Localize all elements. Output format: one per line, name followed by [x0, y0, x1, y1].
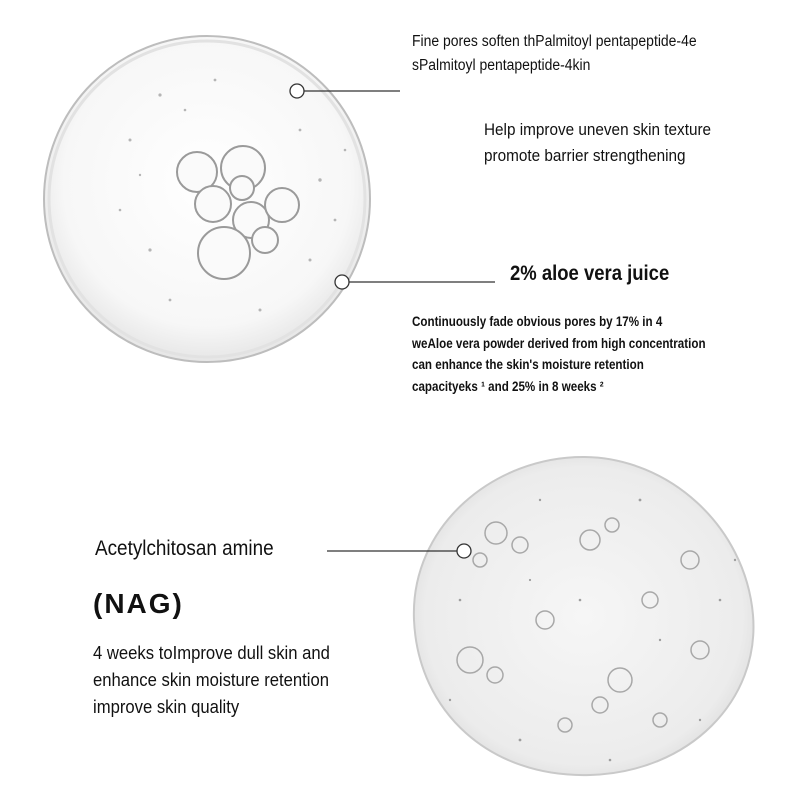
- aloe-callout-text: [412, 311, 706, 397]
- serum-drop-bottom: [414, 457, 754, 775]
- benefit-callout-line: promote barrier strengthening: [484, 146, 686, 165]
- nag-callout-text: [93, 639, 330, 720]
- aloe-callout-line: weAloe vera powder derived from high concentration: [412, 335, 706, 351]
- aloe-callout-line: Continuously fade obvious pores by 17% in 4: [412, 314, 663, 329]
- serum-drop-top: [44, 36, 370, 362]
- top-callout-text: [412, 30, 697, 78]
- nag-callout-line: 4 weeks toImprove dull skin and: [93, 642, 330, 663]
- benefit-callout-line: Help improve uneven skin texture: [484, 120, 712, 139]
- nag-callout-title: Acetylchitosan amine: [95, 537, 274, 560]
- nag-callout-line: improve skin quality: [93, 696, 240, 717]
- nag-callout-abbrev: (NAG): [93, 588, 184, 619]
- top-callout-line: Fine pores soften thPalmitoyl pentapeptide-4e: [412, 33, 697, 50]
- aloe-callout-line: capacityeks ¹ and 25% in 8 weeks ²: [412, 378, 604, 394]
- nag-callout-line: enhance skin moisture retention: [93, 669, 330, 690]
- benefit-callout-text: [484, 117, 711, 169]
- top-callout-line: sPalmitoyl pentapeptide-4kin: [412, 57, 591, 74]
- leader-line-aloe: [335, 275, 495, 289]
- aloe-callout-line: can enhance the skin's moisture retention: [412, 357, 644, 372]
- aloe-callout-title: 2% aloe vera juice: [510, 262, 670, 285]
